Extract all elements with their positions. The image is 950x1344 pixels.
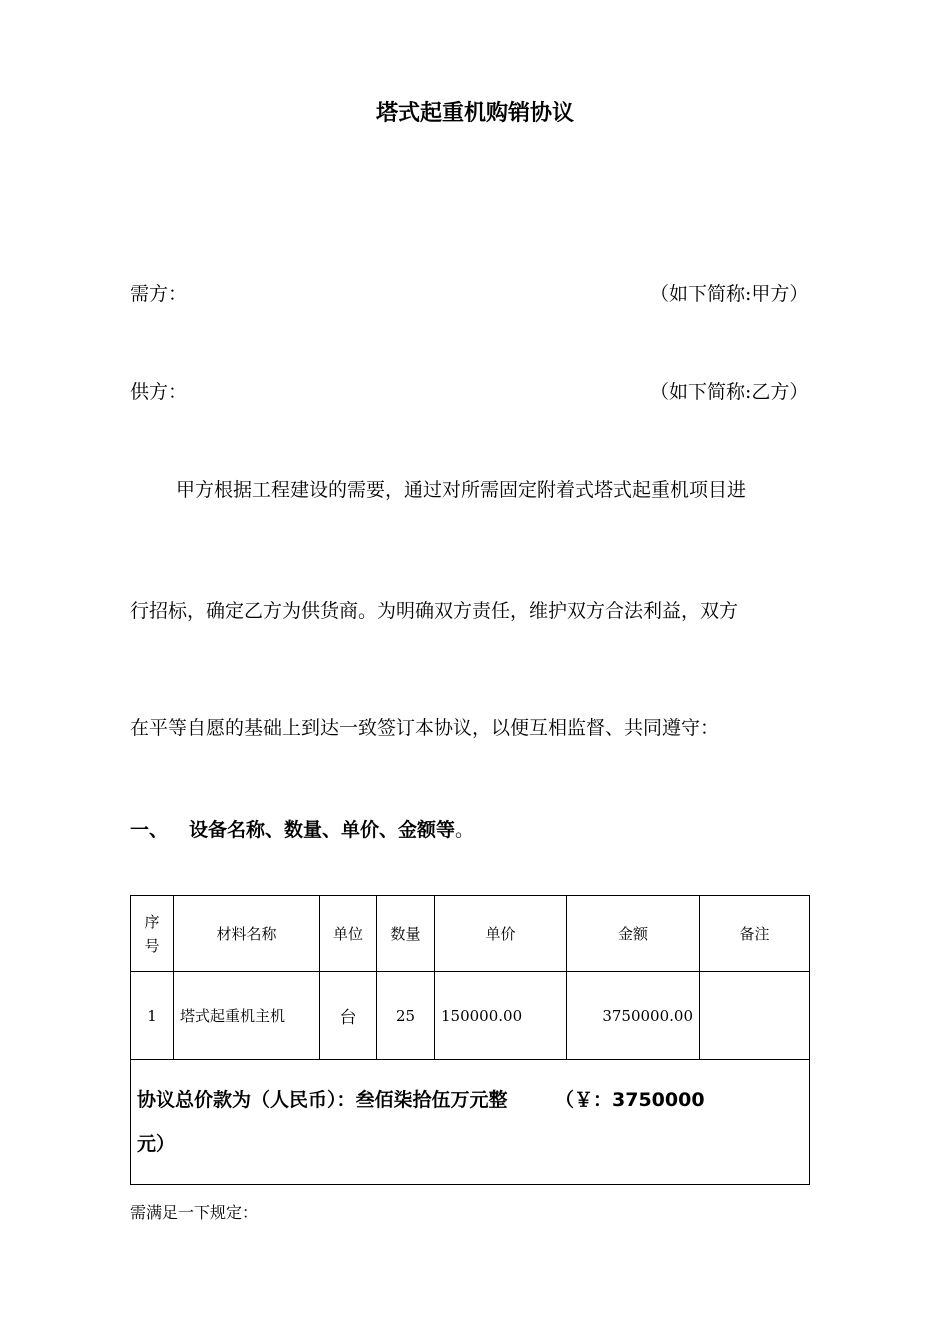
buyer-label: 需方： xyxy=(130,283,188,305)
intro-line-1: 甲方根据工程建设的需要，通过对所需固定附着式塔式起重机项目进 xyxy=(176,479,747,501)
table-row xyxy=(131,972,810,1060)
total-line-2: 元） xyxy=(137,1133,176,1155)
table-total-row xyxy=(131,1060,810,1185)
cell-remark xyxy=(700,972,810,1060)
section-1-heading-text: 设备名称、数量、单价、金额等 xyxy=(189,819,456,841)
table-header-row xyxy=(131,896,810,972)
header-amount: 金额 xyxy=(567,896,700,972)
header-unit: 单位 xyxy=(320,896,377,972)
section-1-heading xyxy=(189,815,474,842)
equipment-table xyxy=(130,895,810,1185)
cell-name: 塔式起重机主机 xyxy=(174,972,320,1060)
cell-qty: 25 xyxy=(377,972,435,1060)
section-1-period: 。 xyxy=(455,819,475,841)
seller-alias: （如下简称:乙方） xyxy=(650,381,809,403)
cell-seq: 1 xyxy=(131,972,174,1060)
header-qty: 数量 xyxy=(377,896,435,972)
header-name: 材料名称 xyxy=(174,896,320,972)
cell-amount: 3750000.00 xyxy=(567,972,700,1060)
header-price: 单价 xyxy=(435,896,567,972)
intro-line-2: 行招标，确定乙方为供货商。为明确双方责任，维护双方合法利益，双方 xyxy=(130,600,739,622)
footer-note: 需满足一下规定： xyxy=(130,1203,259,1222)
header-remark: 备注 xyxy=(700,896,810,972)
intro-line-3: 在平等自愿的基础上到达一致签订本协议，以便互相监督、共同遵守： xyxy=(130,717,720,739)
total-price-cell xyxy=(131,1060,810,1185)
cell-unit: 台 xyxy=(320,972,377,1060)
document-title: 塔式起重机购销协议 xyxy=(375,101,574,126)
header-seq: 序 号 xyxy=(131,896,174,972)
buyer-alias: （如下简称:甲方） xyxy=(650,283,809,305)
section-1-number: 一、 xyxy=(130,819,169,841)
cell-price: 150000.00 xyxy=(435,972,567,1060)
seller-label: 供方： xyxy=(130,381,188,403)
total-line-1: 协议总价款为（人民币）：叁佰柒拾伍万元整 （￥：3750000 xyxy=(137,1089,705,1111)
